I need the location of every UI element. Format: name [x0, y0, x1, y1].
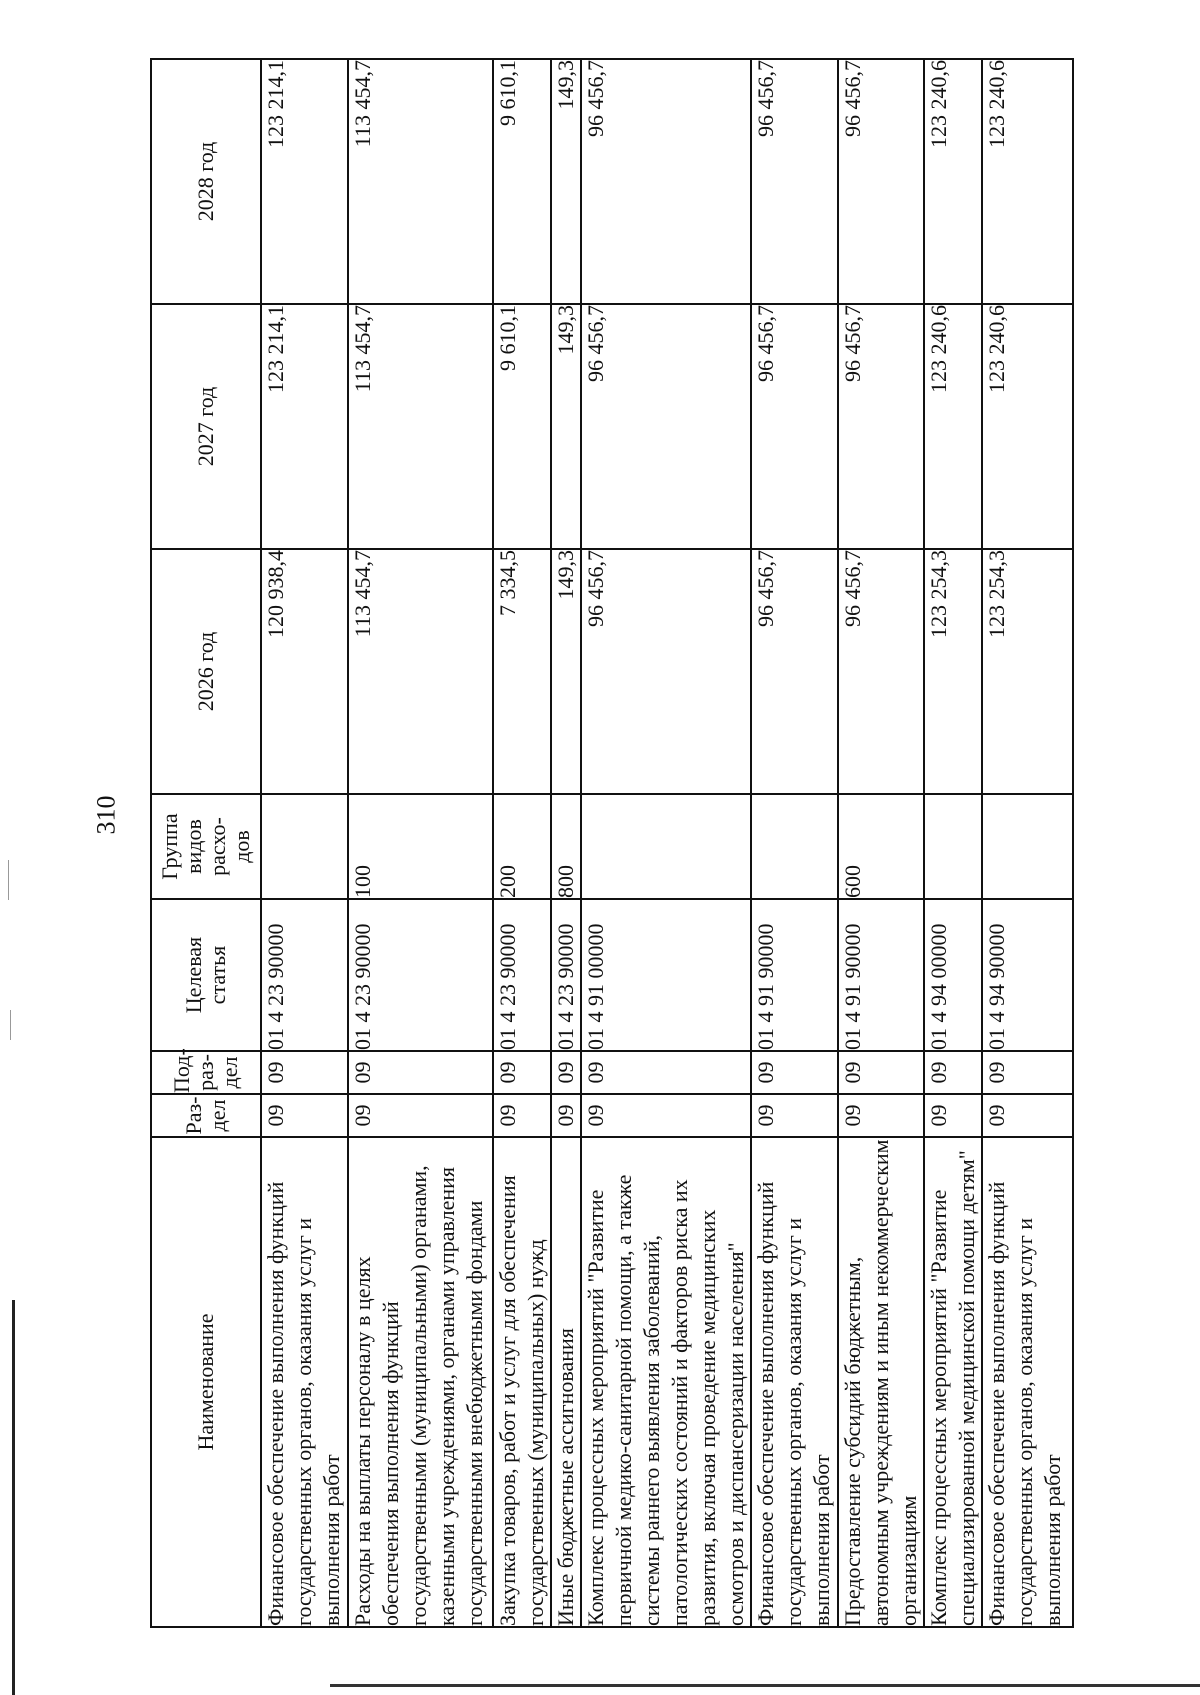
- cell-2027: 123 214,1: [261, 304, 348, 549]
- header-target: Целевая статья: [151, 899, 261, 1051]
- cell-podrazdel: 09: [493, 1051, 551, 1094]
- cell-name: Комплекс процессных мероприятий "Развитие специализированной медицинской помощи детям": [924, 1137, 982, 1627]
- cell-group: 200: [493, 794, 551, 899]
- cell-target: 01 4 91 00000: [581, 899, 751, 1051]
- cell-razdel: 09: [493, 1094, 551, 1137]
- cell-podrazdel: 09: [838, 1051, 924, 1094]
- cell-razdel: 09: [581, 1094, 751, 1137]
- cell-2028: 149,3: [551, 59, 581, 304]
- cell-name: Финансовое обеспечение выполнения функций государственных органов, оказания услуг и выполнения работ: [261, 1137, 348, 1627]
- header-2026: 2026 год: [151, 549, 261, 794]
- budget-table: [150, 58, 1074, 1628]
- cell-2026: 123 254,3: [924, 549, 982, 794]
- cell-podrazdel: 09: [982, 1051, 1073, 1094]
- cell-podrazdel: 09: [581, 1051, 751, 1094]
- page-number-text: 310: [91, 795, 121, 835]
- cell-2026: 149,3: [551, 549, 581, 794]
- table-row: [924, 59, 982, 1627]
- cell-2026: 7 334,5: [493, 549, 551, 794]
- cell-podrazdel: 09: [261, 1051, 348, 1094]
- cell-2028: 123 240,6: [924, 59, 982, 304]
- cell-2027: 96 456,7: [581, 304, 751, 549]
- cell-2028: 123 240,6: [982, 59, 1073, 304]
- cell-razdel: 09: [348, 1094, 493, 1137]
- cell-group: 100: [348, 794, 493, 899]
- cell-2028: 96 456,7: [581, 59, 751, 304]
- cell-podrazdel: 09: [551, 1051, 581, 1094]
- cell-group: [924, 794, 982, 899]
- cell-2028: 123 214,1: [261, 59, 348, 304]
- cell-2028: 96 456,7: [838, 59, 924, 304]
- cell-name: Предоставление субсидий бюджетным, автономным учреждениям и иным некоммерческим организациям: [838, 1137, 924, 1627]
- cell-2028: 96 456,7: [751, 59, 838, 304]
- table-header-row: [151, 59, 261, 1627]
- table-row: [982, 59, 1073, 1627]
- cell-name: Финансовое обеспечение выполнения функций государственных органов, оказания услуг и выполнения работ: [982, 1137, 1073, 1627]
- cell-podrazdel: 09: [751, 1051, 838, 1094]
- cell-name: Финансовое обеспечение выполнения функций государственных органов, оказания услуг и выполнения работ: [751, 1137, 838, 1627]
- cell-2027: 96 456,7: [838, 304, 924, 549]
- cell-target: 01 4 23 90000: [493, 899, 551, 1051]
- page-number: [87, 795, 121, 850]
- cell-group: 600: [838, 794, 924, 899]
- cell-razdel: 09: [982, 1094, 1073, 1137]
- cell-2026: 113 454,7: [348, 549, 493, 794]
- scan-speck: [8, 860, 9, 900]
- cell-name: Расходы на выплаты персоналу в целях обеспечения выполнения функций государственными (муниципальными) органами, казенными учреждениями, органами управления государственными внебюджетными фондами: [348, 1137, 493, 1627]
- cell-target: 01 4 23 90000: [348, 899, 493, 1051]
- header-2027: 2027 год: [151, 304, 261, 549]
- cell-group: 800: [551, 794, 581, 899]
- table-row: [261, 59, 348, 1627]
- cell-group: [751, 794, 838, 899]
- cell-target: 01 4 91 90000: [838, 899, 924, 1051]
- cell-target: 01 4 23 90000: [551, 899, 581, 1051]
- cell-2026: 123 254,3: [982, 549, 1073, 794]
- cell-group: [982, 794, 1073, 899]
- cell-2028: 113 454,7: [348, 59, 493, 304]
- table-row: [751, 59, 838, 1627]
- cell-target: 01 4 23 90000: [261, 899, 348, 1051]
- cell-group: [261, 794, 348, 899]
- cell-podrazdel: 09: [348, 1051, 493, 1094]
- table-row: [493, 59, 551, 1627]
- cell-2027: 123 240,6: [924, 304, 982, 549]
- cell-name: Комплекс процессных мероприятий "Развитие первичной медико-санитарной помощи, а также системы раннего выявления заболеваний, патологических состояний и факторов риска их развития, включая проведение медицинских осмотров и диспансеризации населения": [581, 1137, 751, 1627]
- cell-podrazdel: 09: [924, 1051, 982, 1094]
- header-name: Наименование: [151, 1137, 261, 1627]
- table-row: [348, 59, 493, 1627]
- cell-2027: 113 454,7: [348, 304, 493, 549]
- table-row: [581, 59, 751, 1627]
- table-row: [551, 59, 581, 1627]
- header-group: Группа видов расхо- дов: [151, 794, 261, 899]
- cell-2027: 96 456,7: [751, 304, 838, 549]
- cell-razdel: 09: [924, 1094, 982, 1137]
- cell-2028: 9 610,1: [493, 59, 551, 304]
- scan-edge-left: [12, 1300, 15, 1695]
- table-row: [838, 59, 924, 1627]
- cell-2027: 123 240,6: [982, 304, 1073, 549]
- cell-2027: 9 610,1: [493, 304, 551, 549]
- cell-2026: 96 456,7: [751, 549, 838, 794]
- scan-speck: [10, 1010, 11, 1040]
- cell-target: 01 4 91 90000: [751, 899, 838, 1051]
- cell-2026: 96 456,7: [581, 549, 751, 794]
- cell-razdel: 09: [261, 1094, 348, 1137]
- cell-target: 01 4 94 00000: [924, 899, 982, 1051]
- rotated-table-wrapper: [150, 60, 1065, 1628]
- cell-2027: 149,3: [551, 304, 581, 549]
- cell-razdel: 09: [838, 1094, 924, 1137]
- cell-razdel: 09: [551, 1094, 581, 1137]
- header-razdel: Раз- дел: [151, 1094, 261, 1137]
- cell-razdel: 09: [751, 1094, 838, 1137]
- cell-target: 01 4 94 90000: [982, 899, 1073, 1051]
- header-2028: 2028 год: [151, 59, 261, 304]
- cell-name: Закупка товаров, работ и услуг для обеспечения государственных (муниципальных) нужд: [493, 1137, 551, 1627]
- cell-2026: 96 456,7: [838, 549, 924, 794]
- cell-group: [581, 794, 751, 899]
- scan-edge-bottom: [330, 1684, 1200, 1687]
- cell-name: Иные бюджетные ассигнования: [551, 1137, 581, 1627]
- header-podrazdel: Под- раз- дел: [151, 1051, 261, 1094]
- cell-2026: 120 938,4: [261, 549, 348, 794]
